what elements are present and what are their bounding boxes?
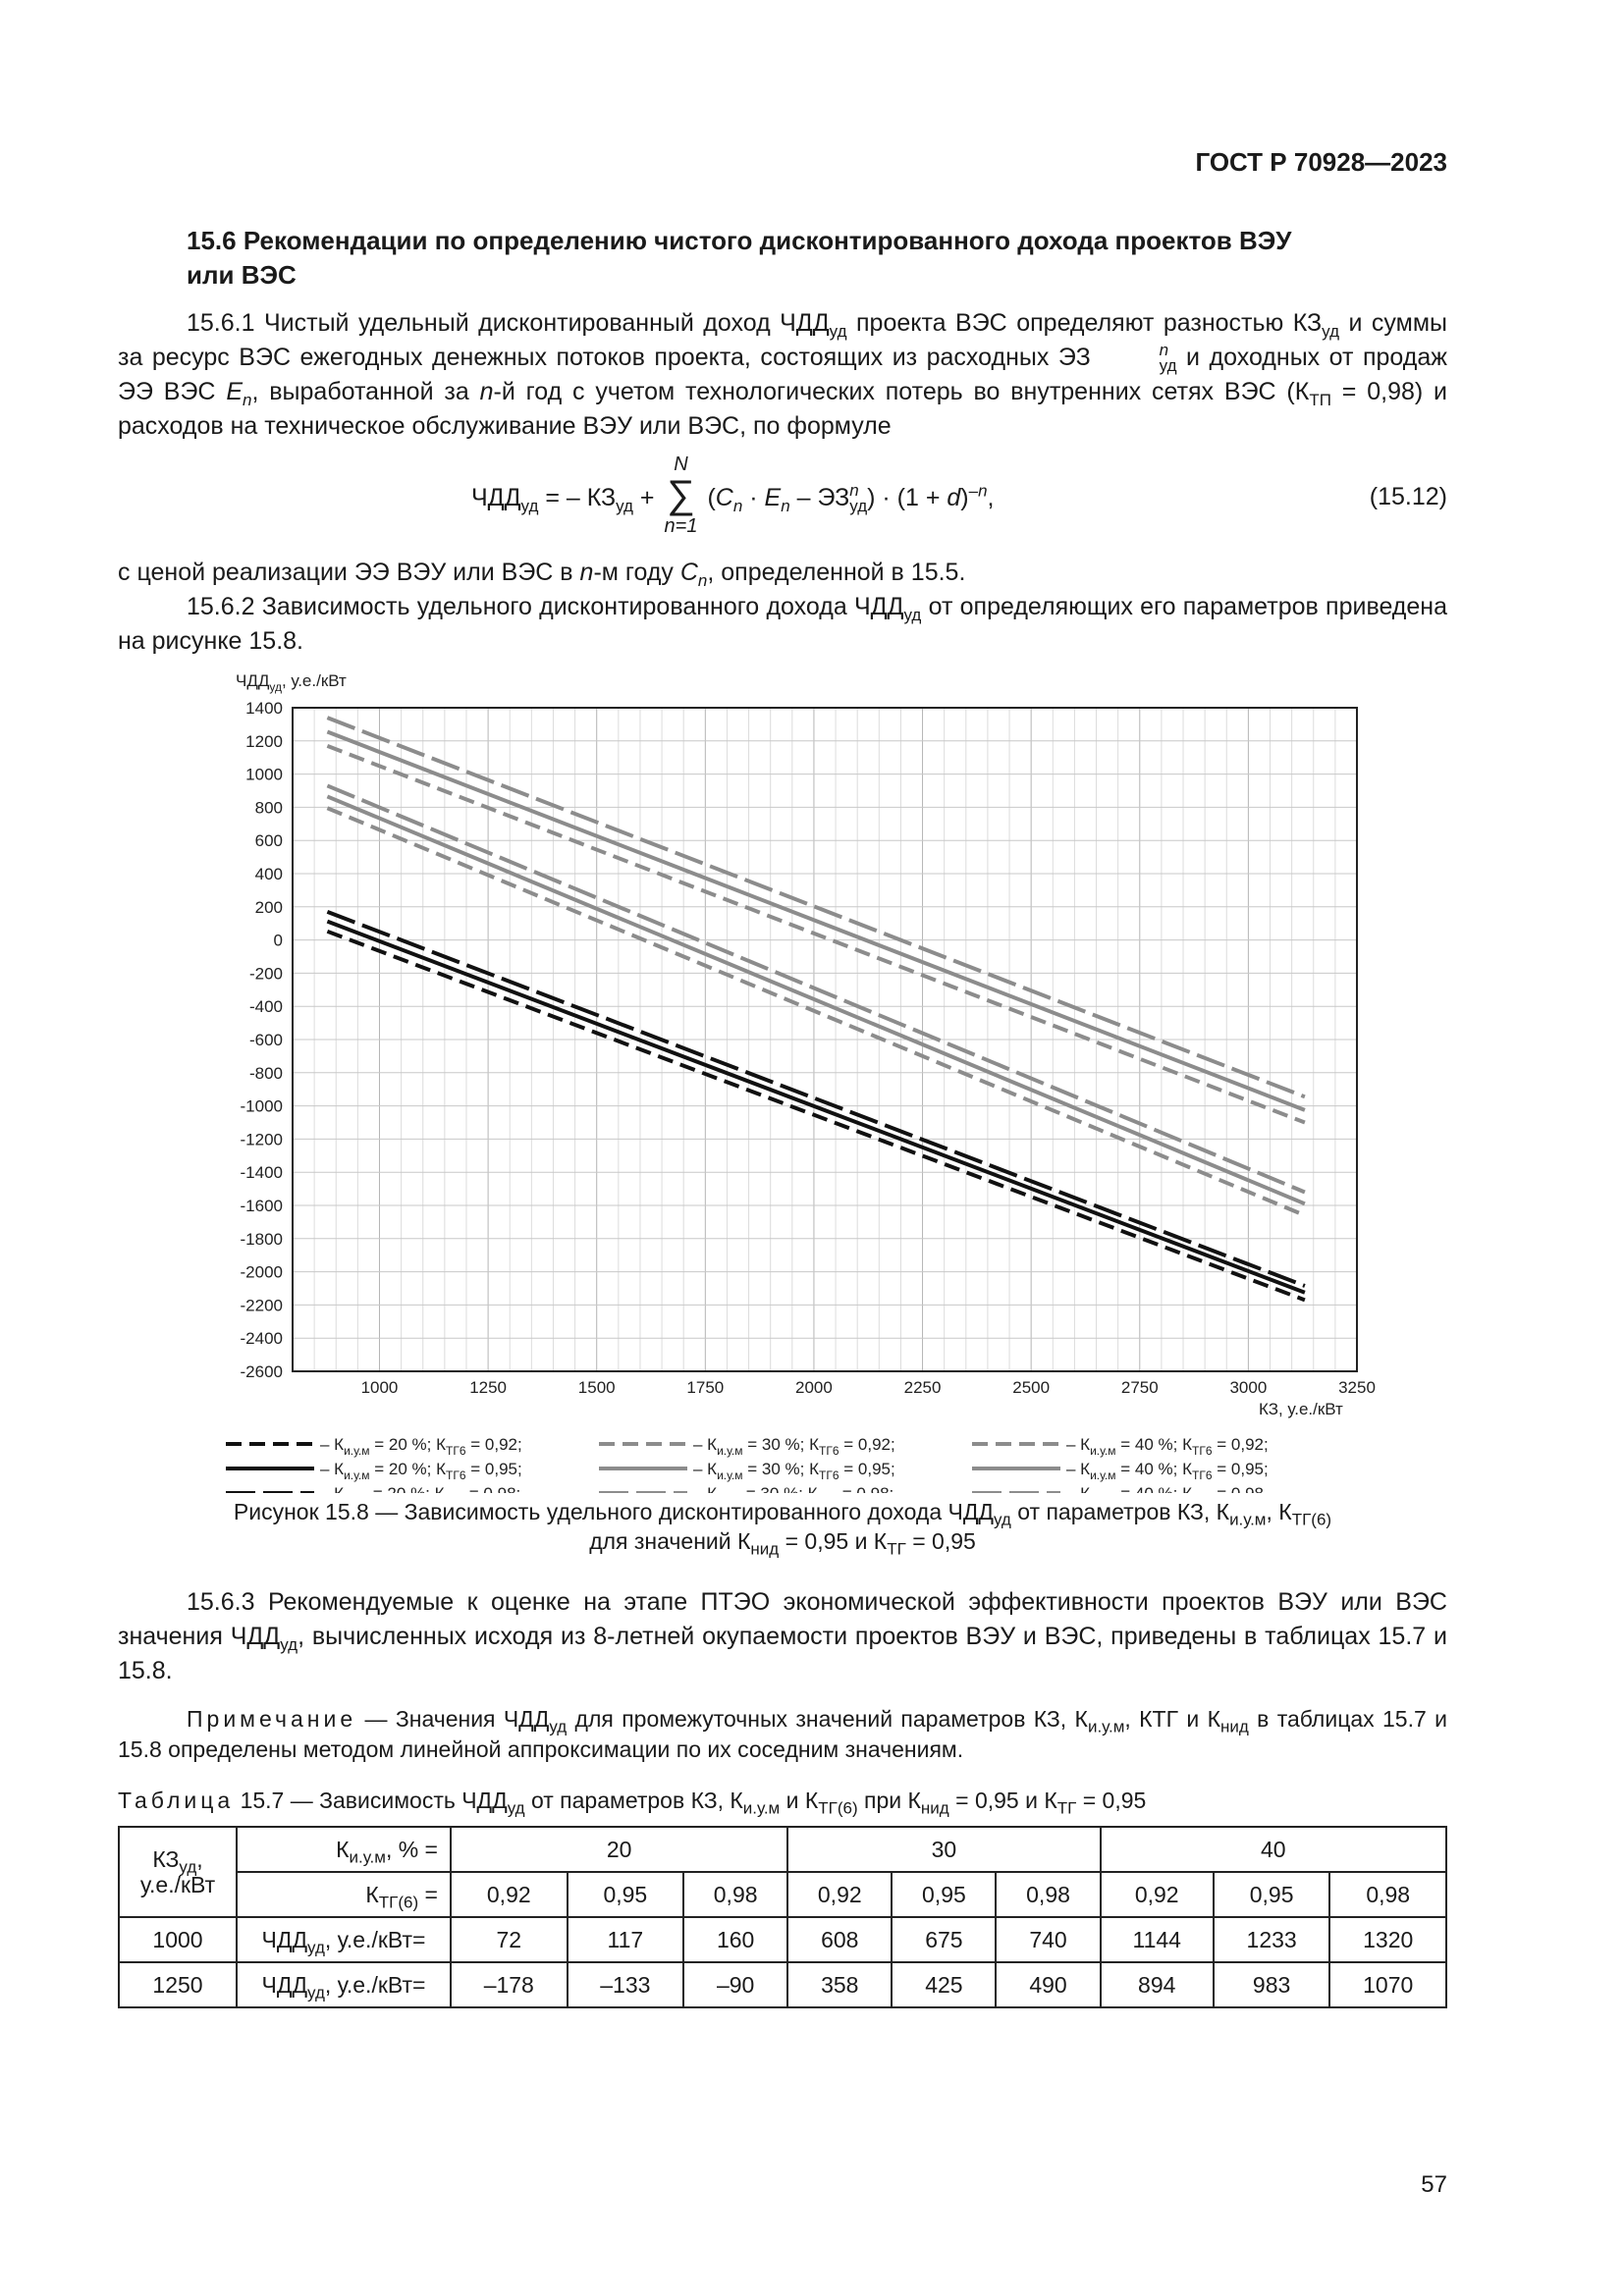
legend-label: – $К_{и.у.м} = 20$ %; $К_{ТГ6} = 0,92$; bbox=[320, 1435, 522, 1458]
table-cell: $ЧДД_{уд}$, у.е./кВт= bbox=[237, 1962, 451, 2007]
legend-label bbox=[1066, 1484, 1264, 1493]
y-tick-label: 1000 bbox=[245, 765, 283, 784]
subheader-cell: 0,98 bbox=[996, 1872, 1100, 1917]
formula-15-12 bbox=[118, 454, 1447, 542]
series-line bbox=[327, 912, 1305, 1286]
table-cell: 425 bbox=[892, 1962, 996, 2007]
series-line bbox=[327, 746, 1305, 1123]
subheader-cell: 0,98 bbox=[683, 1872, 787, 1917]
y-tick-label: 1200 bbox=[245, 731, 283, 751]
section-heading bbox=[187, 224, 1447, 293]
table-cell: 1070 bbox=[1329, 1962, 1446, 2007]
table-cell: 1250 bbox=[119, 1962, 237, 2007]
y-tick-label: 0 bbox=[273, 931, 283, 950]
series-line bbox=[327, 785, 1305, 1192]
series-line bbox=[327, 932, 1305, 1301]
x-tick-label: 3000 bbox=[1229, 1378, 1268, 1397]
legend-label: – $К_{и.у.м} = 40$ %; $К_{ТГ6} = 0,95$; bbox=[1066, 1460, 1269, 1482]
formula-expression: $ЧДД_{уд}$ = – $КЗ_{уд}$ + N ∑ n=1 ($C_n \cdot E_n$ – ЭЗ n уд ) · $(1 + d)^{-n}$, bbox=[471, 454, 995, 537]
paragraph-15-6-1: 15.6.1 Чистый удельный дисконтированный доход $ЧДД_{уд}$ проекта ВЭС определяют разностью $КЗ_{уд}$ и суммы за ресурс ВЭС ежегодных денежных потоков проекта, состоящих из расходных ЭЗ n уд и доходных от продаж ЭЭ ВЭС $E_n$, выработанной за n-й год с учетом технологических потерь во внутренних сетях ВЭС $(К_{ТП} = 0,98)$ и расходов на техническое обслуживание ВЭУ или ВЭС, по формуле bbox=[118, 309, 1448, 440]
paragraph-15-6-3: 15.6.3 Рекомендуемые к оценке на этапе ПТЭО экономической эффективности проектов ВЭУ или ВЭС значения $ЧДД_{уд}$, вычисленных исходя из 8-летней окупаемости проектов ВЭУ и ВЭС, приведены в таблицах 15.7 и 15.8. bbox=[118, 1588, 1447, 1684]
legend-label: – $К_{и.у.м} = 30$ %; $К_{ТГ6} = 0,92$; bbox=[693, 1435, 895, 1458]
subheader-cell: 0,95 bbox=[1214, 1872, 1330, 1917]
legend-label: – $К_{и.у.м} = 30$ %; $К_{ТГ6} = 0,95$; bbox=[693, 1460, 895, 1482]
y-tick-label: 600 bbox=[254, 831, 283, 851]
y-axis-label: $ЧДД_{уд}$, у.е./кВт bbox=[236, 671, 347, 694]
x-tick-label: 3250 bbox=[1338, 1378, 1376, 1397]
table-cell: 160 bbox=[683, 1917, 787, 1962]
series-line bbox=[327, 796, 1305, 1203]
y-tick-label: 1400 bbox=[245, 699, 283, 718]
table-cell: $ЧДД_{уд}$, у.е./кВт= bbox=[237, 1917, 451, 1962]
table-header-row-1 bbox=[119, 1827, 1446, 1872]
subheader-cell: 0,92 bbox=[1101, 1872, 1214, 1917]
y-tick-label: -1000 bbox=[240, 1096, 283, 1116]
y-tick-label: -800 bbox=[248, 1063, 283, 1083]
series-line bbox=[327, 808, 1305, 1215]
y-tick-label: -1400 bbox=[240, 1163, 283, 1183]
subheader-cell: 0,92 bbox=[787, 1872, 892, 1917]
table-cell: 72 bbox=[451, 1917, 568, 1962]
table-cell: 358 bbox=[787, 1962, 892, 2007]
table-title: Таблица 15.7 — Зависимость $ЧДД_{уд}$ от параметров КЗ, $К_{и.у.м}$ и $К_{ТГ(6)}$ при $К_{нид} = 0,95$ и $К_{ТГ} = 0,95$ bbox=[118, 1788, 1147, 1818]
group-header: 30 bbox=[787, 1827, 1100, 1872]
table-cell: –133 bbox=[568, 1962, 684, 2007]
y-tick-label: -600 bbox=[248, 1031, 283, 1049]
table-cell: 983 bbox=[1214, 1962, 1330, 2007]
series-lines bbox=[327, 718, 1305, 1300]
y-tick-label: -1200 bbox=[240, 1130, 283, 1149]
chart-grid bbox=[293, 708, 1357, 1371]
subheader-cell: 0,95 bbox=[568, 1872, 684, 1917]
y-tick-label: -2000 bbox=[240, 1262, 283, 1282]
legend bbox=[226, 1435, 1269, 1493]
y-tick-label: 200 bbox=[254, 897, 283, 917]
note: Примечание — Значения $ЧДД_{уд}$ для промежуточных значений параметров КЗ, $К_{и.у.м}$, КТГ и $К_{нид}$ в таблицах 15.7 и 15.8 определены методом линейной аппроксимации по их соседним значениям. bbox=[118, 1706, 1447, 1762]
kium-header: $К_{и.у.м}$, % = bbox=[237, 1827, 451, 1872]
legend-label bbox=[693, 1484, 893, 1493]
y-tick-label: -2200 bbox=[240, 1296, 283, 1315]
y-tick-label: -200 bbox=[248, 964, 283, 984]
subheader-cell: 0,98 bbox=[1329, 1872, 1446, 1917]
group-header: 40 bbox=[1101, 1827, 1446, 1872]
table-15-7 bbox=[118, 1826, 1447, 2008]
series-line bbox=[327, 922, 1305, 1293]
page-content bbox=[118, 224, 1447, 2008]
table-cell: 1144 bbox=[1101, 1917, 1214, 1962]
table-header-row-2 bbox=[119, 1872, 1446, 1917]
x-tick-label: 1500 bbox=[577, 1378, 616, 1397]
y-tick-label: -400 bbox=[248, 997, 283, 1017]
formula-number: (15.12) bbox=[1369, 483, 1447, 510]
heading-line-1: 15.6 Рекомендации по определению чистого дисконтированного дохода проектов ВЭУ bbox=[187, 226, 1292, 255]
y-tick-label: -2400 bbox=[240, 1329, 283, 1349]
table-cell: 740 bbox=[996, 1917, 1100, 1962]
series-line bbox=[327, 732, 1305, 1110]
table-cell: 675 bbox=[892, 1917, 996, 1962]
table-row bbox=[119, 1962, 1446, 2007]
table-row bbox=[119, 1917, 1446, 1962]
x-tick-label: 1250 bbox=[469, 1378, 508, 1397]
table-cell: 1320 bbox=[1329, 1917, 1446, 1962]
heading-line-2: или ВЭС bbox=[187, 260, 297, 290]
chart-svg bbox=[118, 668, 1447, 1493]
x-tick-label: 1000 bbox=[360, 1378, 399, 1397]
x-tick-label: 2500 bbox=[1012, 1378, 1051, 1397]
x-tick-labels bbox=[361, 1378, 1376, 1397]
table-cell: 1000 bbox=[119, 1917, 237, 1962]
x-tick-label: 1750 bbox=[686, 1378, 725, 1397]
y-tick-label: 800 bbox=[254, 798, 283, 818]
y-tick-label: -1600 bbox=[240, 1197, 283, 1215]
document-code: ГОСТ Р 70928—2023 bbox=[1195, 147, 1447, 177]
group-header: 20 bbox=[451, 1827, 787, 1872]
figure-15-8 bbox=[118, 668, 1447, 1493]
table-cell: 608 bbox=[787, 1917, 892, 1962]
kz-header: $КЗ_{уд}$, у.е./кВт bbox=[119, 1827, 237, 1917]
page-number: 57 bbox=[1421, 2171, 1447, 2198]
subheader-cell: 0,95 bbox=[892, 1872, 996, 1917]
paragraph-15-6-2: 15.6.2 Зависимость удельного дисконтированного дохода $ЧДД_{уд}$ от определяющих его параметров приведена на рисунке 15.8. bbox=[118, 593, 1447, 655]
table-cell: 117 bbox=[568, 1917, 684, 1962]
table-cell: 894 bbox=[1101, 1962, 1214, 2007]
table-cell: 1233 bbox=[1214, 1917, 1330, 1962]
figure-caption: Рисунок 15.8 — Зависимость удельного дисконтированного дохода $ЧДД_{уд}$ от параметров КЗ, $К_{и.у.м}$, $К_{ТГ(6)}$ для значений $К_{нид} = 0,95$ и $К_{ТГ} = 0,95$ bbox=[233, 1499, 1332, 1559]
table-cell: 490 bbox=[996, 1962, 1100, 2007]
paragraph-price: с ценой реализации ЭЭ ВЭУ или ВЭС в n-м году $C_n$, определенной в 15.5. bbox=[118, 559, 966, 590]
x-tick-label: 2250 bbox=[903, 1378, 942, 1397]
y-tick-label: -1800 bbox=[240, 1229, 283, 1249]
table-cell: –178 bbox=[451, 1962, 568, 2007]
legend-label: – $К_{и.у.м} = 40$ %; $К_{ТГ6} = 0,92$; bbox=[1066, 1435, 1269, 1458]
y-tick-labels bbox=[241, 699, 283, 1381]
x-tick-label: 2750 bbox=[1120, 1378, 1159, 1397]
subheader-cell: 0,92 bbox=[451, 1872, 568, 1917]
legend-label: – $К_{и.у.м} = 20$ %; $К_{ТГ6} = 0,95$; bbox=[320, 1460, 522, 1482]
legend-label bbox=[320, 1484, 520, 1493]
x-tick-label: 2000 bbox=[795, 1378, 833, 1397]
table-cell: –90 bbox=[683, 1962, 787, 2007]
y-tick-label: 400 bbox=[254, 865, 283, 883]
ktg-header: $К_{ТГ(6)}$ = bbox=[237, 1872, 451, 1917]
y-tick-label: -2600 bbox=[240, 1362, 283, 1381]
x-axis-label: КЗ, у.е./кВт bbox=[1259, 1400, 1343, 1418]
